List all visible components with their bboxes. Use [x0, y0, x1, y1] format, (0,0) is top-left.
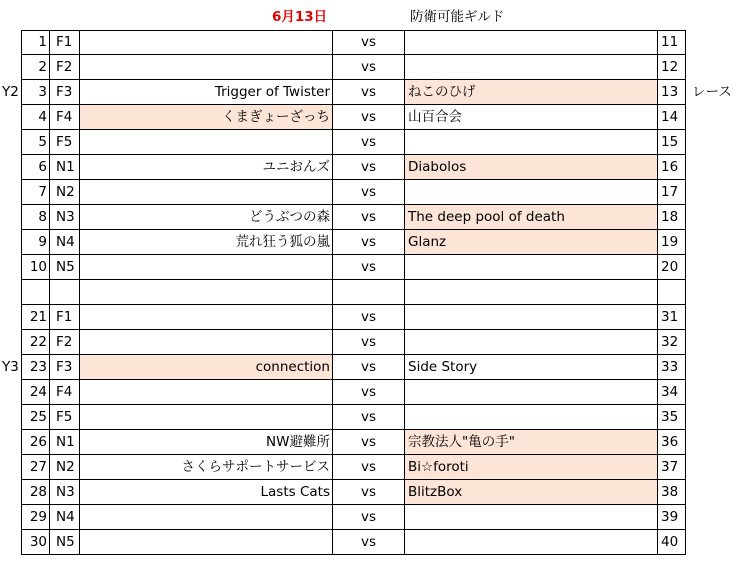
- vs-label-cell[interactable]: vs: [333, 455, 405, 480]
- match-row: [0, 205, 742, 230]
- defending-guild-cell[interactable]: [405, 30, 658, 55]
- defending-guild-cell[interactable]: [405, 130, 658, 155]
- opponent-number-cell[interactable]: 34: [658, 380, 686, 405]
- vs-label-cell[interactable]: vs: [333, 105, 405, 130]
- slot-code-cell[interactable]: F1: [50, 30, 80, 55]
- match-number-cell[interactable]: 10: [21, 255, 50, 280]
- match-number-cell[interactable]: 22: [21, 330, 50, 355]
- match-number-cell[interactable]: 8: [21, 205, 50, 230]
- defending-guild-cell[interactable]: [405, 405, 658, 430]
- opponent-number-cell[interactable]: 14: [658, 105, 686, 130]
- match-number-cell[interactable]: 24: [21, 380, 50, 405]
- vs-label-cell[interactable]: vs: [333, 55, 405, 80]
- vs-label-cell[interactable]: vs: [333, 380, 405, 405]
- match-row: [0, 405, 742, 430]
- defendable-guilds-title: 防衛可能ギルド: [410, 9, 505, 25]
- opponent-number-cell[interactable]: 32: [658, 330, 686, 355]
- match-number-cell[interactable]: 28: [21, 480, 50, 505]
- defending-guild-cell[interactable]: [405, 180, 658, 205]
- match-number-cell[interactable]: 25: [21, 405, 50, 430]
- match-row: [0, 80, 742, 105]
- match-number-cell[interactable]: 29: [21, 505, 50, 530]
- match-number-cell[interactable]: 9: [21, 230, 50, 255]
- attacking-guild-cell[interactable]: ユニおんズ: [80, 155, 333, 180]
- attacking-guild-cell[interactable]: NW避難所: [80, 430, 333, 455]
- slot-code-cell[interactable]: N3: [50, 205, 80, 230]
- slot-code-cell[interactable]: F5: [50, 405, 80, 430]
- slot-code-cell[interactable]: N2: [50, 455, 80, 480]
- slot-code-cell[interactable]: N5: [50, 530, 80, 555]
- attacking-guild-cell[interactable]: くまぎょーざっち: [80, 105, 333, 130]
- match-row: [0, 105, 742, 130]
- vs-label-cell[interactable]: vs: [333, 255, 405, 280]
- defending-guild-cell[interactable]: Diabolos: [405, 155, 658, 180]
- slot-code-cell[interactable]: N1: [50, 155, 80, 180]
- vs-label-cell[interactable]: vs: [333, 355, 405, 380]
- match-row: [0, 380, 742, 405]
- attacking-guild-cell[interactable]: [80, 330, 333, 355]
- defending-guild-cell[interactable]: 山百合会: [405, 105, 658, 130]
- attacking-guild-cell[interactable]: [80, 55, 333, 80]
- defending-guild-cell[interactable]: BlitzBox: [405, 480, 658, 505]
- spacer-cell[interactable]: [50, 280, 80, 305]
- match-number-cell[interactable]: 30: [21, 530, 50, 555]
- opponent-number-cell[interactable]: 38: [658, 480, 686, 505]
- spacer-cell[interactable]: [405, 280, 658, 305]
- slot-code-cell[interactable]: F4: [50, 105, 80, 130]
- attacking-guild-cell[interactable]: connection: [80, 355, 333, 380]
- match-number-cell[interactable]: 23: [21, 355, 50, 380]
- vs-label-cell[interactable]: vs: [333, 30, 405, 55]
- vs-label-cell[interactable]: vs: [333, 305, 405, 330]
- defending-guild-cell[interactable]: [405, 530, 658, 555]
- match-number-cell[interactable]: 4: [21, 105, 50, 130]
- attacking-guild-cell[interactable]: [80, 180, 333, 205]
- opponent-number-cell[interactable]: 15: [658, 130, 686, 155]
- match-number-cell[interactable]: 3: [21, 80, 50, 105]
- slot-code-cell[interactable]: F3: [50, 80, 80, 105]
- defending-guild-cell[interactable]: [405, 505, 658, 530]
- match-row: [0, 55, 742, 80]
- opponent-number-cell[interactable]: 35: [658, 405, 686, 430]
- spacer-cell[interactable]: [80, 280, 333, 305]
- slot-code-cell[interactable]: N2: [50, 180, 80, 205]
- attacking-guild-cell[interactable]: [80, 130, 333, 155]
- defending-guild-cell[interactable]: The deep pool of death: [405, 205, 658, 230]
- match-row: [0, 530, 742, 555]
- attacking-guild-cell[interactable]: [80, 30, 333, 55]
- slot-code-cell[interactable]: F5: [50, 130, 80, 155]
- match-number-cell[interactable]: 1: [21, 30, 50, 55]
- slot-code-cell[interactable]: N5: [50, 255, 80, 280]
- opponent-number-cell[interactable]: 17: [658, 180, 686, 205]
- match-row: [0, 30, 742, 55]
- match-row: [0, 480, 742, 505]
- opponent-number-cell[interactable]: 31: [658, 305, 686, 330]
- vs-label-cell[interactable]: vs: [333, 480, 405, 505]
- vs-label-cell[interactable]: vs: [333, 330, 405, 355]
- attacking-guild-cell[interactable]: どうぶつの森: [80, 205, 333, 230]
- slot-code-cell[interactable]: N3: [50, 480, 80, 505]
- attacking-guild-cell[interactable]: Trigger of Twister: [80, 80, 333, 105]
- defending-guild-cell[interactable]: [405, 55, 658, 80]
- defending-guild-cell[interactable]: [405, 330, 658, 355]
- match-number-cell[interactable]: 21: [21, 305, 50, 330]
- match-number-cell[interactable]: 27: [21, 455, 50, 480]
- attacking-guild-cell[interactable]: [80, 380, 333, 405]
- defending-guild-cell[interactable]: [405, 305, 658, 330]
- vs-label-cell[interactable]: vs: [333, 230, 405, 255]
- opponent-number-cell[interactable]: 40: [658, 530, 686, 555]
- attacking-guild-cell[interactable]: [80, 505, 333, 530]
- defending-guild-cell[interactable]: Glanz: [405, 230, 658, 255]
- block-label: Y3: [2, 359, 19, 375]
- slot-code-cell[interactable]: N4: [50, 230, 80, 255]
- spacer-row: [0, 280, 742, 305]
- slot-code-cell[interactable]: F4: [50, 380, 80, 405]
- vs-label-cell[interactable]: vs: [333, 505, 405, 530]
- slot-code-cell[interactable]: F3: [50, 355, 80, 380]
- match-row: [0, 155, 742, 180]
- attacking-guild-cell[interactable]: Lasts Cats: [80, 480, 333, 505]
- attacking-guild-cell[interactable]: [80, 405, 333, 430]
- vs-label-cell[interactable]: vs: [333, 180, 405, 205]
- vs-label-cell[interactable]: vs: [333, 430, 405, 455]
- defending-guild-cell[interactable]: ねこのひげ: [405, 80, 658, 105]
- attacking-guild-cell[interactable]: [80, 255, 333, 280]
- opponent-number-cell[interactable]: 16: [658, 155, 686, 180]
- opponent-number-cell[interactable]: 39: [658, 505, 686, 530]
- vs-label-cell[interactable]: vs: [333, 205, 405, 230]
- vs-label-cell[interactable]: vs: [333, 155, 405, 180]
- block-label: Y2: [2, 84, 19, 100]
- opponent-number-cell[interactable]: 19: [658, 230, 686, 255]
- match-row: [0, 130, 742, 155]
- opponent-number-cell[interactable]: 36: [658, 430, 686, 455]
- opponent-number-cell[interactable]: 33: [658, 355, 686, 380]
- slot-code-cell[interactable]: N4: [50, 505, 80, 530]
- slot-code-cell[interactable]: N1: [50, 430, 80, 455]
- match-row: [0, 230, 742, 255]
- defending-guild-cell[interactable]: [405, 255, 658, 280]
- match-row: [0, 305, 742, 330]
- vs-label-cell[interactable]: vs: [333, 405, 405, 430]
- match-row: [0, 355, 742, 380]
- spacer-cell[interactable]: [658, 280, 686, 305]
- row-note: レース: [692, 84, 732, 100]
- attacking-guild-cell[interactable]: [80, 530, 333, 555]
- spacer-cell[interactable]: [21, 280, 50, 305]
- match-row: [0, 455, 742, 480]
- opponent-number-cell[interactable]: 12: [658, 55, 686, 80]
- match-number-cell[interactable]: 7: [21, 180, 50, 205]
- attacking-guild-cell[interactable]: さくらサポートサービス: [80, 455, 333, 480]
- opponent-number-cell[interactable]: 13: [658, 80, 686, 105]
- match-number-cell[interactable]: 26: [21, 430, 50, 455]
- defending-guild-cell[interactable]: Bi☆foroti: [405, 455, 658, 480]
- match-row: [0, 505, 742, 530]
- match-row: [0, 180, 742, 205]
- defending-guild-cell[interactable]: Side Story: [405, 355, 658, 380]
- opponent-number-cell[interactable]: 18: [658, 205, 686, 230]
- opponent-number-cell[interactable]: 37: [658, 455, 686, 480]
- match-row: [0, 330, 742, 355]
- match-row: [0, 430, 742, 455]
- attacking-guild-cell[interactable]: 荒れ狂う狐の嵐: [80, 230, 333, 255]
- vs-label-cell[interactable]: vs: [333, 530, 405, 555]
- spacer-cell[interactable]: [333, 280, 405, 305]
- defending-guild-cell[interactable]: [405, 380, 658, 405]
- match-number-cell[interactable]: 6: [21, 155, 50, 180]
- slot-code-cell[interactable]: F1: [50, 305, 80, 330]
- opponent-number-cell[interactable]: 20: [658, 255, 686, 280]
- opponent-number-cell[interactable]: 11: [658, 30, 686, 55]
- slot-code-cell[interactable]: F2: [50, 330, 80, 355]
- vs-label-cell[interactable]: vs: [333, 80, 405, 105]
- slot-code-cell[interactable]: F2: [50, 55, 80, 80]
- defending-guild-cell[interactable]: 宗教法人"亀の手": [405, 430, 658, 455]
- attacking-guild-cell[interactable]: [80, 305, 333, 330]
- match-number-cell[interactable]: 2: [21, 55, 50, 80]
- schedule-date: 6月13日: [272, 9, 328, 25]
- match-row: [0, 255, 742, 280]
- match-number-cell[interactable]: 5: [21, 130, 50, 155]
- vs-label-cell[interactable]: vs: [333, 130, 405, 155]
